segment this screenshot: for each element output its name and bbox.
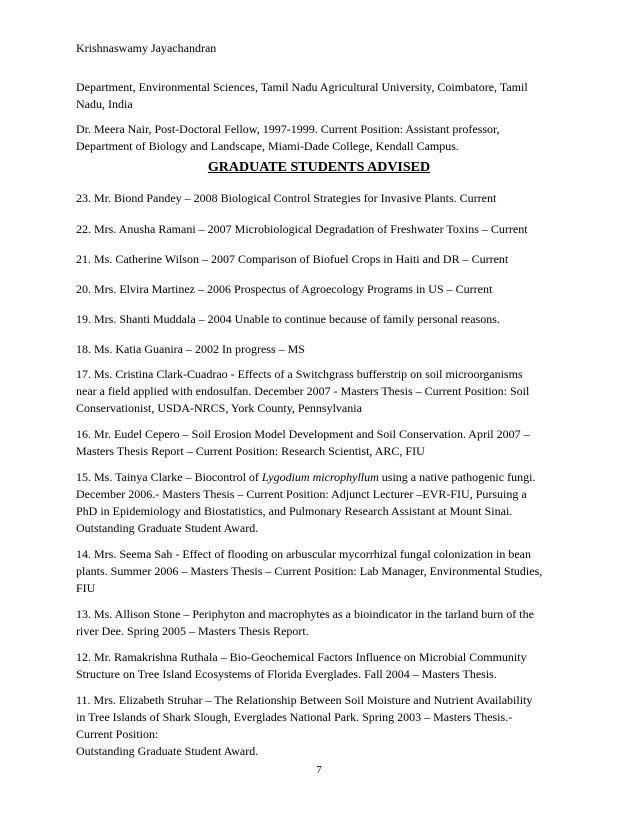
student-entry-15 — [76, 469, 576, 486]
student-entry-12: 12. Mr. Ramakrishna Ruthala – Bio-Geochemical Factors Influence on Microbial Community — [76, 650, 527, 664]
species-name: Lygodium microphyllum — [261, 470, 379, 484]
student-entry-11: Current Position: — [76, 727, 159, 741]
student-entry-17: 17. Ms. Cristina Clark-Cuadrao - Effects of a Switchgrass bufferstrip on soil microorganisms — [76, 367, 523, 381]
intro-line: Department, Environmental Sciences, Tamil Nadu Agricultural University, Coimbatore, Tamil — [76, 80, 528, 94]
student-entry-13: river Dee. Spring 2005 – Masters Thesis Report. — [76, 624, 309, 638]
entry-text: 15. Ms. Tainya Clarke – Biocontrol of — [76, 470, 262, 484]
intro-line: Dr. Meera Nair, Post-Doctoral Fellow, 1997-1999. Current Position: Assistant professor, — [76, 122, 500, 136]
student-entry-19: 19. Mrs. Shanti Muddala – 2004 Unable to continue because of family personal reasons. — [76, 312, 500, 326]
student-entry-17: Conservationist, USDA-NRCS, York County, Pennsylvania — [76, 401, 362, 415]
student-entry-15: December 2006.- Masters Thesis – Current Position: Adjunct Lecturer –EVR-FIU, Pursuing a — [76, 487, 527, 501]
header-name: Krishnaswamy Jayachandran — [76, 41, 217, 55]
student-entry-11: 11. Mrs. Elizabeth Struhar – The Relationship Between Soil Moisture and Nutrient Availability — [76, 693, 533, 707]
student-entry-11: in Tree Islands of Shark Slough, Everglades National Park. Spring 2003 – Masters Thesis.- — [76, 710, 513, 724]
student-entry-13: 13. Ms. Allison Stone – Periphyton and macrophytes as a bioindicator in the tarland burn of the — [76, 607, 534, 621]
student-entry-11: Outstanding Graduate Student Award. — [76, 744, 259, 758]
section-title: GRADUATE STUDENTS ADVISED — [207, 160, 431, 175]
page-number: 7 — [316, 764, 322, 776]
student-entry-12: Structure on Tree Island Ecosystems of Florida Everglades. Fall 2004 – Masters Thesis. — [76, 667, 497, 681]
student-entry-16: 16. Mr. Eudel Cepero – Soil Erosion Model Development and Soil Conservation. April 2007 – — [76, 427, 530, 441]
entry-text: using a native pathogenic fungi. — [378, 470, 536, 484]
student-entry-21: 21. Ms. Catherine Wilson – 2007 Comparison of Biofuel Crops in Haiti and DR – Current — [76, 252, 509, 266]
student-entry-14: 14. Mrs. Seema Sah - Effect of flooding on arbuscular mycorrhizal fungal colonization in bean — [76, 547, 531, 561]
student-entry-15: Outstanding Graduate Student Award. — [76, 521, 259, 535]
intro-line: Department of Biology and Landscape, Miami-Dade College, Kendall Campus. — [76, 139, 459, 153]
student-entry-14: plants. Summer 2006 – Masters Thesis – Current Position: Lab Manager, Environmental Studies, — [76, 564, 543, 578]
student-entry-18: 18. Ms. Katia Guanira – 2002 In progress – MS — [76, 342, 305, 356]
student-entry-23: 23. Mr. Biond Pandey – 2008 Biological Control Strategies for Invasive Plants. Current — [76, 191, 497, 205]
student-entry-17: near a field applied with endosulfan. December 2007 - Masters Thesis – Current Position: Soil — [76, 384, 530, 398]
student-entry-22: 22. Mrs. Anusha Ramani – 2007 Microbiological Degradation of Freshwater Toxins – Current — [76, 222, 528, 236]
student-entry-15: PhD in Epidemiology and Biostatistics, and Pulmonary Research Assistant at Mount Sinai. — [76, 504, 513, 518]
student-entry-20: 20. Mrs. Elvira Martinez – 2006 Prospectus of Agroecology Programs in US – Current — [76, 282, 493, 296]
student-entry-14: FIU — [76, 581, 96, 595]
student-entry-16: Masters Thesis Report – Current Position: Research Scientist, ARC, FIU — [76, 444, 425, 458]
intro-line: Nadu, India — [76, 97, 133, 111]
